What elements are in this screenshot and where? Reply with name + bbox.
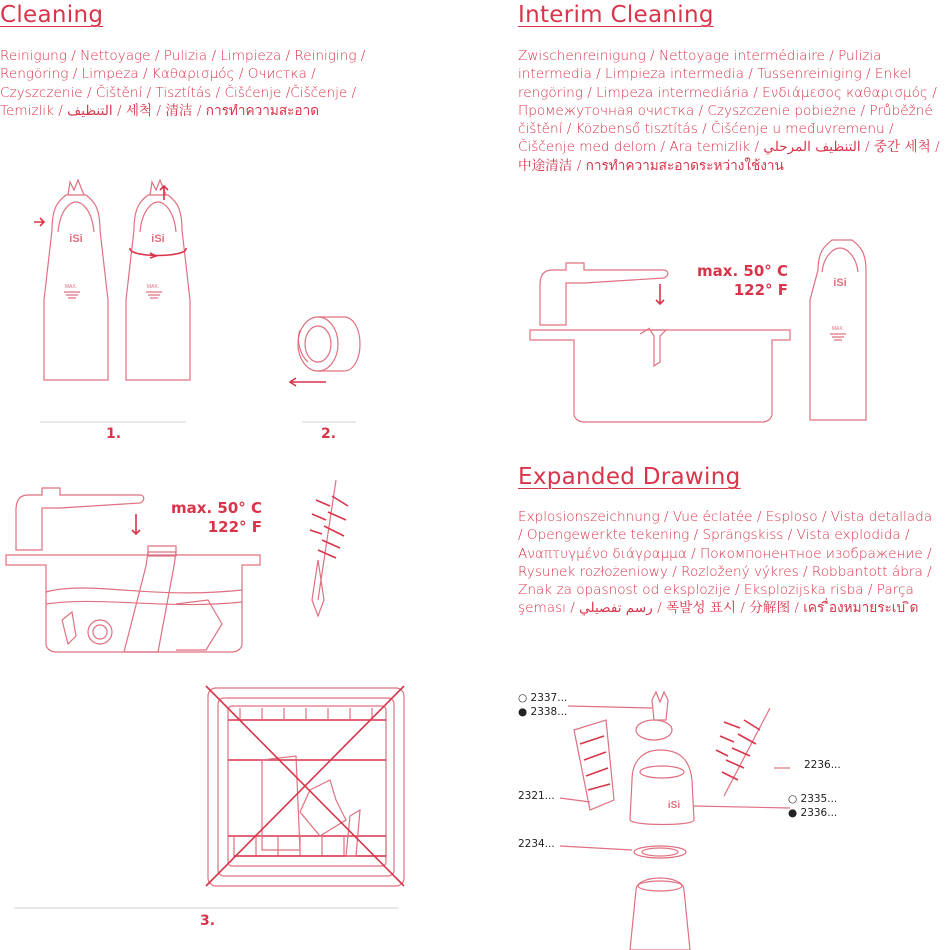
svg-text:MAX.: MAX. bbox=[831, 326, 845, 332]
part-2335: ○ 2335... bbox=[788, 793, 838, 805]
sink-fahrenheit-label: 122° F bbox=[207, 518, 262, 536]
svg-text:MAX.: MAX. bbox=[64, 284, 78, 290]
part-2234: 2234... bbox=[518, 838, 555, 850]
expanded-drawing-title: Expanded Drawing bbox=[518, 464, 741, 490]
cleaning-title: Cleaning bbox=[0, 2, 104, 28]
expanded-drawing-text: Explosionszeichnung / Vue éclatée / Esploso / Vista detallada / Opengewerkte tekening / Sprängskiss / Vista explodida / Αναπτυγμένο διάγραμμα / Покомпонентное изображение / Rysunek rozłożeniowy / Rozložený výkres / Robbantott ábra / Znak za opasnost od eksplozije / Eksplozijska risba / Parça şeması / رسم تفصيلي / 폭발성 표시 / 分解图 / เคร ื่องหมายระเบ ิด bbox=[518, 509, 933, 617]
filled-circle-icon: ● bbox=[518, 706, 528, 718]
step-2-label: 2. bbox=[321, 426, 337, 442]
open-circle-icon: ○ bbox=[518, 692, 528, 704]
svg-text:iSi: iSi bbox=[151, 233, 165, 245]
interim-cleaning-title: Interim Cleaning bbox=[518, 2, 714, 28]
step-3-label: 3. bbox=[200, 913, 216, 929]
interim-celsius-label: max. 50° C bbox=[697, 262, 788, 280]
svg-text:iSi: iSi bbox=[69, 233, 83, 245]
part-2338: ● 2338... bbox=[518, 706, 568, 718]
part-2337: ○ 2337... bbox=[518, 692, 568, 704]
part-2236: 2236... bbox=[804, 759, 841, 771]
sink-celsius-label: max. 50° C bbox=[171, 499, 262, 517]
open-circle-icon: ○ bbox=[788, 793, 798, 805]
part-2336: ● 2336... bbox=[788, 807, 838, 819]
cleaning-text: Reinigung / Nettoyage / Pulizia / Limpieza / Reiniging / Rengöring / Limpeza / Καθαρισμός / Очистка / Czyszczenie / Čištění / Tisztítás / Čišćenje /Čiščenje / Temizlik / التنظيف / 세척 / 清洁 / การทำความสะอาด bbox=[0, 48, 366, 119]
interim-fahrenheit-label: 122° F bbox=[733, 281, 788, 299]
svg-text:iSi: iSi bbox=[667, 800, 681, 811]
part-2321: 2321... bbox=[518, 790, 555, 802]
interim-cleaning-text: Zwischenreinigung / Nettoyage intermédiaire / Pulizia intermedia / Limpieza intermedia / Tussenreiniging / Enkel rengöring / Limpeza intermediária / Ενδιάμεσος καθαρισμός / Промежуточная очистка / Czyszczenie pobieżne / Průběžné čištění / Közbenső tisztítás / Čišćenje u međuvremenu / Čiščenje med delom / Ara temizlik / التنظيف المرحلي / 중간 세척 / 中途清洁 / การทำความสะอาดระหว่างใช้งาน bbox=[518, 48, 940, 174]
svg-text:MAX.: MAX. bbox=[146, 284, 160, 290]
svg-text:iSi: iSi bbox=[833, 277, 847, 289]
step-1-label: 1. bbox=[106, 426, 122, 442]
filled-circle-icon: ● bbox=[788, 807, 798, 819]
